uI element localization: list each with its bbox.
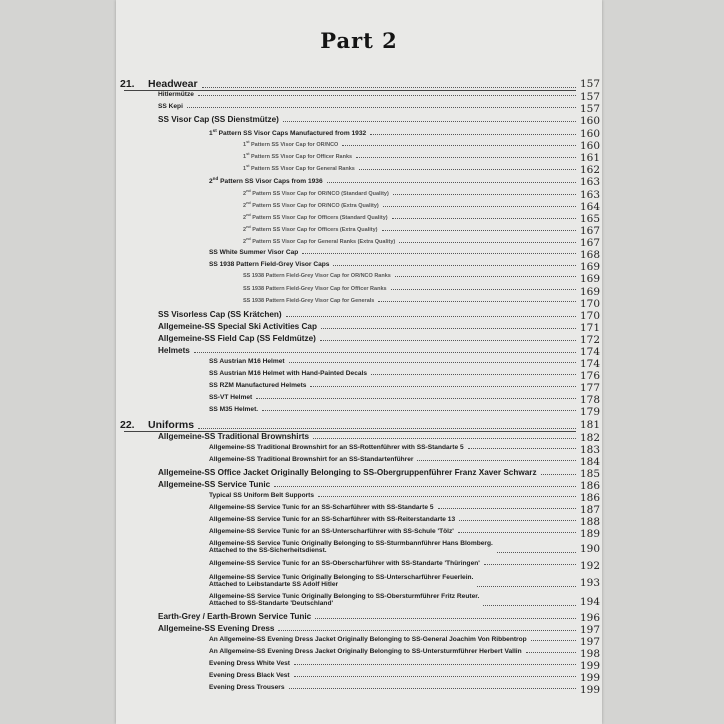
page-number: 172	[579, 334, 600, 346]
dot-leader	[391, 289, 576, 290]
entry-title: 2nd Pattern SS Visor Cap for OR/NCO (Extra Quality)	[243, 201, 379, 209]
dot-leader	[315, 618, 576, 619]
page-number: 182	[579, 432, 600, 444]
entry-title: Allgemeine-SS Traditional Brownshirt for an SS-Standartenführer	[209, 456, 414, 463]
dot-leader	[198, 95, 576, 96]
dot-leader	[438, 508, 576, 509]
dot-leader	[497, 552, 576, 553]
page-number: 165	[579, 213, 600, 225]
entry-title: Allgemeine-SS Special Ski Activities Cap	[158, 322, 317, 331]
dot-leader	[321, 328, 576, 329]
dot-leader	[399, 242, 576, 243]
entry-title: Allgemeine-SS Service Tunic Originally Belonging to SS-Sturmbannführer Hans Blomberg. Attached to the SS-Sicherheitsdienst.	[209, 540, 493, 554]
page-number: 163	[579, 176, 600, 188]
page-number: 176	[579, 370, 600, 382]
dot-leader	[194, 352, 576, 353]
entry-title: Allgemeine-SS Field Cap (SS Feldmütze)	[158, 334, 316, 343]
page-number: 169	[579, 261, 600, 273]
entry-title: Evening Dress Trousers	[209, 684, 285, 691]
dot-leader	[278, 630, 576, 631]
dot-leader	[468, 448, 576, 449]
page-number: 157	[579, 78, 600, 90]
entry-title: Evening Dress Black Vest	[209, 672, 290, 679]
dot-leader	[274, 486, 576, 487]
dot-leader	[484, 564, 576, 565]
entry-title: SS 1938 Pattern Field-Grey Visor Caps	[209, 261, 330, 268]
dot-leader	[318, 496, 576, 497]
table-of-contents	[116, 0, 602, 724]
dot-leader	[477, 586, 576, 587]
dot-leader	[417, 460, 576, 461]
entry-title: 2nd Pattern SS Visor Caps from 1936	[209, 176, 323, 186]
page-number: 169	[579, 273, 600, 285]
page-number: 174	[579, 346, 600, 358]
page-number: 192	[579, 560, 600, 572]
page-number: 168	[579, 249, 600, 261]
entry-title: SS White Summer Visor Cap	[209, 249, 299, 256]
entry-title: Allgemeine-SS Service Tunic for an SS-Unterscharführer with SS-Schule 'Tölz'	[209, 528, 454, 535]
page-number: 198	[579, 648, 600, 660]
entry-title: 2nd Pattern SS Visor Cap for OR/NCO (Standard Quality)	[243, 189, 389, 197]
entry-title: Allgemeine-SS Service Tunic	[158, 480, 271, 489]
dot-leader	[483, 605, 576, 606]
dot-leader	[541, 474, 576, 475]
entry-title: 2nd Pattern SS Visor Cap for Officers (Standard Quality)	[243, 213, 388, 221]
page-number: 170	[579, 298, 600, 310]
dot-leader	[531, 640, 576, 641]
page-number: 164	[579, 201, 600, 213]
page-number: 188	[579, 516, 600, 528]
chapter-rule	[124, 90, 576, 91]
entry-title: Allgemeine-SS Traditional Brownshirt for an SS-Rottenführer with SS-Standarte 5	[209, 444, 464, 451]
entry-title: SS 1938 Pattern Field-Grey Visor Cap for OR/NCO Ranks	[243, 273, 391, 279]
page-number: 186	[579, 480, 600, 492]
page-number: 169	[579, 286, 600, 298]
dot-leader	[313, 438, 576, 439]
dot-leader	[289, 688, 576, 689]
page-number: 197	[579, 624, 600, 636]
dot-leader	[356, 157, 576, 158]
page-number: 162	[579, 164, 600, 176]
page-number: 194	[579, 596, 600, 608]
entry-title: Allgemeine-SS Office Jacket Originally Belonging to SS-Obergruppenführer Franz Xaver Schwarz	[158, 468, 537, 477]
dot-leader	[393, 194, 576, 195]
entry-title: SS Kepi	[158, 103, 183, 110]
page-number: 199	[579, 660, 600, 672]
page-number: 160	[579, 128, 600, 140]
chapter-number: 21.	[120, 78, 135, 90]
page-number: 193	[579, 577, 600, 589]
dot-leader	[310, 386, 576, 387]
entry-title: Evening Dress White Vest	[209, 660, 290, 667]
dot-leader	[294, 676, 576, 677]
entry-title: SS Visorless Cap (SS Krätchen)	[158, 310, 282, 319]
entry-title: SS 1938 Pattern Field-Grey Visor Cap for Officer Ranks	[243, 286, 387, 292]
entry-title: Headwear	[148, 78, 198, 90]
entry-title: 1st Pattern SS Visor Cap for Officer Ranks	[243, 152, 353, 160]
entry-title: SS-VT Helmet	[209, 394, 253, 401]
dot-leader	[458, 532, 576, 533]
page-number: 185	[579, 468, 600, 480]
entry-title: SS M35 Helmet.	[209, 406, 259, 413]
entry-title: 2nd Pattern SS Visor Cap for Officers (Extra Quality)	[243, 225, 378, 233]
page-number: 196	[579, 612, 600, 624]
page-number: 174	[579, 358, 600, 370]
entry-title: SS Austrian M16 Helmet with Hand-Painted Decals	[209, 370, 368, 377]
entry-title: Allgemeine-SS Service Tunic for an SS-Scharführer with SS-Standarte 5	[209, 504, 434, 511]
dot-leader	[202, 87, 576, 88]
dot-leader	[320, 340, 576, 341]
page-number: 170	[579, 310, 600, 322]
page-number: 183	[579, 444, 600, 456]
entry-title: Allgemeine-SS Service Tunic for an SS-Scharführer with SS-Reiterstandarte 13	[209, 516, 456, 523]
entry-title: Allgemeine-SS Service Tunic Originally Belonging to SS-Unterscharführer Feuerlein. Attached to Leibstandarte SS Adolf Hitler	[209, 574, 474, 588]
entry-title: An Allgemeine-SS Evening Dress Jacket Originally Belonging to SS-Untersturmführer Herbert Vallin	[209, 648, 522, 655]
entry-title: 1st Pattern SS Visor Cap for OR/NCO	[243, 140, 339, 148]
page-number: 190	[579, 543, 600, 555]
entry-title: Earth-Grey / Earth-Brown Service Tunic	[158, 612, 312, 621]
part-title: Part 2	[320, 28, 398, 53]
page-number: 199	[579, 684, 600, 696]
page-number: 171	[579, 322, 600, 334]
page-number: 160	[579, 115, 600, 127]
entry-title: Hitlermütze	[158, 91, 194, 98]
dot-leader	[333, 265, 576, 266]
dot-leader	[327, 182, 576, 183]
entry-title: Allgemeine-SS Evening Dress	[158, 624, 275, 633]
page-number: 177	[579, 382, 600, 394]
dot-leader	[187, 107, 576, 108]
page-number: 189	[579, 528, 600, 540]
dot-leader	[370, 134, 576, 135]
entry-title: Allgemeine-SS Service Tunic for an SS-Oberscharführer with SS-Standarte 'Thüringen'	[209, 560, 480, 567]
page-number: 163	[579, 189, 600, 201]
entry-title: SS Austrian M16 Helmet	[209, 358, 285, 365]
page-number: 157	[579, 103, 600, 115]
page-number: 184	[579, 456, 600, 468]
chapter-rule	[124, 431, 576, 432]
entry-title: An Allgemeine-SS Evening Dress Jacket Originally Belonging to SS-General Joachim Von Ribbentrop	[209, 636, 527, 643]
entry-title: 1st Pattern SS Visor Caps Manufactured from 1932	[209, 128, 367, 138]
dot-leader	[526, 652, 576, 653]
dot-leader	[289, 362, 576, 363]
dot-leader	[294, 664, 576, 665]
entry-title: Allgemeine-SS Service Tunic Originally Belonging to SS-Obersturmführer Fritz Reuter. Attached to SS-Standarte 'Deutschland'	[209, 593, 480, 607]
page-number: 186	[579, 492, 600, 504]
dot-leader	[342, 145, 576, 146]
dot-leader	[256, 398, 576, 399]
dot-leader	[378, 301, 576, 302]
entry-title: Typical SS Uniform Belt Supports	[209, 492, 315, 499]
page-number: 179	[579, 406, 600, 418]
dot-leader	[283, 121, 576, 122]
page-number: 178	[579, 394, 600, 406]
entry-title: SS Visor Cap (SS Dienstmütze)	[158, 115, 279, 124]
dot-leader	[392, 218, 576, 219]
page-number: 197	[579, 636, 600, 648]
entry-title: Uniforms	[148, 419, 195, 431]
dot-leader	[382, 230, 576, 231]
dot-leader	[395, 276, 576, 277]
dot-leader	[359, 169, 576, 170]
page-number: 199	[579, 672, 600, 684]
entry-title: 1st Pattern SS Visor Cap for General Ranks	[243, 164, 355, 172]
dot-leader	[262, 410, 576, 411]
page-number: 161	[579, 152, 600, 164]
entry-title: Allgemeine-SS Traditional Brownshirts	[158, 432, 310, 441]
entry-title: SS 1938 Pattern Field-Grey Visor Cap for Generals	[243, 298, 375, 304]
page-number: 187	[579, 504, 600, 516]
page-number: 160	[579, 140, 600, 152]
page-number: 157	[579, 91, 600, 103]
page-number: 181	[579, 419, 600, 431]
chapter-number: 22.	[120, 419, 135, 431]
dot-leader	[459, 520, 576, 521]
page-number: 167	[579, 225, 600, 237]
page-number: 167	[579, 237, 600, 249]
dot-leader	[302, 253, 576, 254]
entry-title: SS RZM Manufactured Helmets	[209, 382, 307, 389]
dot-leader	[198, 428, 576, 429]
entry-title: 2nd Pattern SS Visor Cap for General Ranks (Extra Quality)	[243, 237, 396, 245]
entry-title: Helmets	[158, 346, 190, 355]
dot-leader	[286, 316, 576, 317]
book-page	[116, 0, 602, 724]
dot-leader	[383, 206, 576, 207]
dot-leader	[371, 374, 576, 375]
